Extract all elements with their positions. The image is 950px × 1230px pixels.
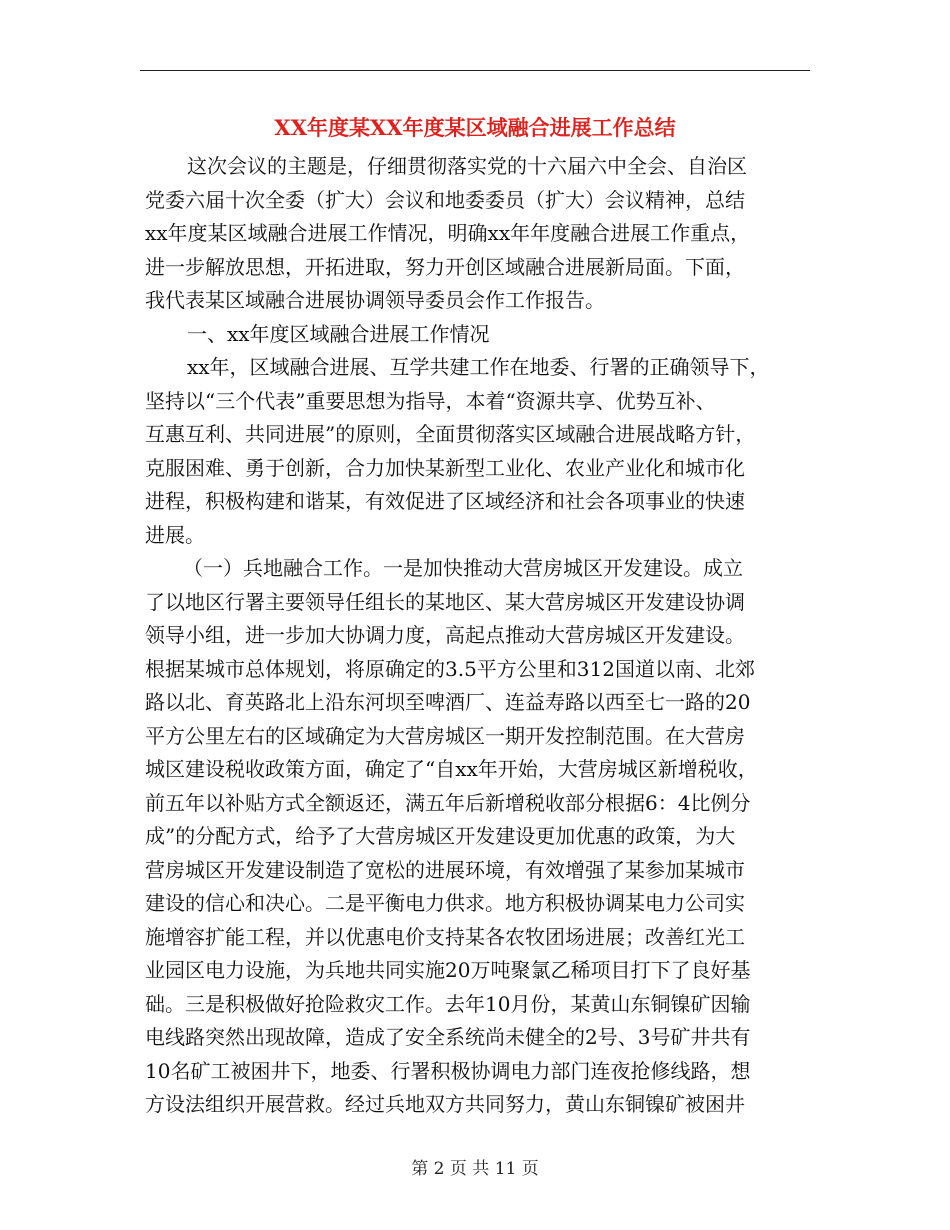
paragraph-line: 业园区电力设施，为兵地共同实施20万吨聚氯乙稀项目打下了良好基 xyxy=(145,958,751,982)
document-body xyxy=(145,150,815,1122)
document-title: XX年度某XX年度某区域融合进展工作总结 xyxy=(274,115,676,140)
paragraph-line: xx年，区域融合进展、互学共建工作在地委、行署的正确领导下， xyxy=(187,355,770,379)
header-rule xyxy=(140,70,810,71)
paragraph-line: 方设法组织开展营救。经过兵地双方共同努力，黄山东铜镍矿被困井 xyxy=(145,1092,745,1116)
paragraph-line: 克服困难、勇于创新，合力加快某新型工业化、农业产业化和城市化 xyxy=(145,455,745,480)
paragraph-line: 进程，积极构建和谐某，有效促进了区域经济和社会各项事业的快速 xyxy=(145,489,745,513)
paragraph-line: 进展。 xyxy=(145,522,205,547)
paragraph-line: 营房城区开发建设制造了宽松的进展环境，有效增强了某参加某城市 xyxy=(145,857,745,882)
paragraph-line: 这次会议的主题是，仔细贯彻落实党的十六届六中全会、自治区 xyxy=(187,154,747,178)
paragraph-line: 城区建设税收政策方面，确定了“自xx年开始，大营房城区新增税收， xyxy=(145,757,758,781)
paragraph-line: 进一步解放思想，开拓进取，努力开创区域融合进展新局面。下面， xyxy=(145,254,745,279)
paragraph-line: 根据某城市总体规划，将原确定的3.5平方公里和312国道以南、北郊 xyxy=(145,656,755,681)
page-number-footer: 第 2 页 共 11 页 xyxy=(411,1159,539,1179)
paragraph-line: 我代表某区域融合进展协调领导委员会作工作报告。 xyxy=(145,288,605,312)
paragraph-line: （一）兵地融合工作。一是加快推动大营房城区开发建设。成立 xyxy=(183,556,743,580)
paragraph-line: 了以地区行署主要领导任组长的某地区、某大营房城区开发建设协调 xyxy=(145,589,745,614)
paragraph-line: xx年度某区域融合进展工作情况，明确xx年年度融合进展工作重点， xyxy=(145,221,751,245)
paragraph-line: 党委六届十次全委（扩大）会议和地委委员（扩大）会议精神，总结 xyxy=(145,187,745,212)
paragraph-line: 坚持以“三个代表”重要思想为指导，本着“资源共享、优势互补、 xyxy=(145,388,716,413)
paragraph-line: 平方公里左右的区域确定为大营房城区一期开发控制范围。在大营房 xyxy=(145,723,745,748)
section-heading: 一、xx年度区域融合进展工作情况 xyxy=(187,321,490,346)
paragraph-line: 电线路突然出现故障，造成了安全系统尚未健全的2号、3号矿井共有 xyxy=(145,1025,751,1049)
paragraph-line: 施增容扩能工程，并以优惠电价支持某各农牧团场进展；改善红光工 xyxy=(145,924,745,949)
paragraph-line: 路以北、育英路北上沿东河坝至啤酒厂、连益寿路以西至七一路的20 xyxy=(145,690,751,714)
paragraph-line: 互惠互利、共同进展”的原则，全面贯彻落实区域融合进展战略方针， xyxy=(145,422,756,446)
paragraph-line: 建设的信心和决心。二是平衡电力供求。地方积极协调某电力公司实 xyxy=(145,891,745,915)
paragraph-line: 前五年以补贴方式全额返还，满五年后新增税收部分根据6：4比例分 xyxy=(145,790,751,815)
paragraph-line: 成”的分配方式，给予了大营房城区开发建设更加优惠的政策，为大 xyxy=(145,824,736,848)
paragraph-line: 础。三是积极做好抢险救灾工作。去年10月份，某黄山东铜镍矿因输 xyxy=(145,991,751,1016)
paragraph-line: 10名矿工被困井下，地委、行署积极协调电力部门连夜抢修线路，想 xyxy=(145,1058,751,1083)
paragraph-line: 领导小组，进一步加大协调力度，高起点推动大营房城区开发建设。 xyxy=(145,623,745,647)
